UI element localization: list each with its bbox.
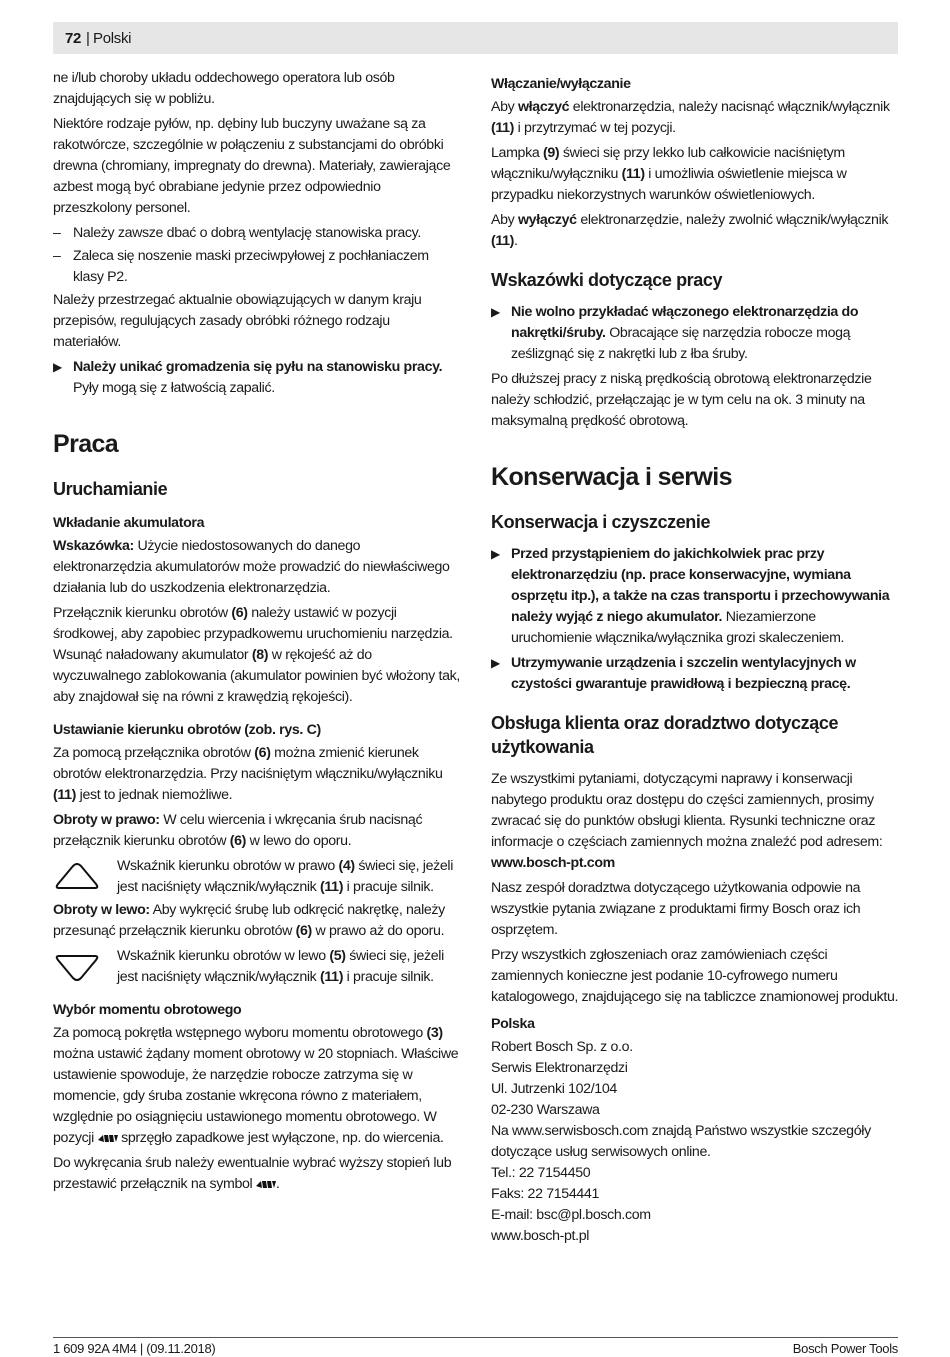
warning-bullet <box>491 302 899 365</box>
bold-text: Utrzymywanie urządzenia i szczelin wentylacyjnych w czystości gwarantuje prawidłową i bezpieczną pracę. <box>511 655 856 692</box>
text: Wkładanie akumulatora <box>53 515 205 531</box>
text: Wybór momentu obrotowego <box>53 1002 242 1018</box>
text: . <box>514 233 518 249</box>
text: Wskazówki dotyczące pracy <box>491 270 723 290</box>
text: ne i/lub choroby układu oddechowego operatora lub osób znajdujących się w pobliżu. <box>53 70 395 107</box>
text: Obracające się narzędzia robocze mogą ześlizgnąć się z nakrętki lub z łba śruby. <box>511 325 851 362</box>
arrow-bullet-icon: ▶ <box>491 547 500 561</box>
subsection-heading <box>491 268 899 292</box>
text: Należy zawsze dbać o dobrą wentylację stanowiska pracy. <box>73 225 421 241</box>
text: Aby <box>491 99 518 115</box>
paragraph <box>491 210 899 252</box>
subheading <box>53 513 461 534</box>
address-line <box>491 1163 899 1184</box>
text: Niezamierzone uruchomienie włącznika/wyłącznika grozi skaleczeniem. <box>511 609 845 646</box>
text: elektronarzędzia, należy nacisnąć włącznik/wyłącznik <box>569 99 890 115</box>
warning-bullet <box>491 544 899 649</box>
subheading <box>491 74 899 95</box>
text: Niektóre rodzaje pyłów, np. dębiny lub buczyny uważane są za rakotwórcze, szczególnie w połączeniu z substancjami do obróbki drewna (chromiany, impregnaty do drewna). Materiały, zawierające azbest mogą być obrabiane jedynie przez odpowiednio przeszkolony personel. <box>53 116 451 216</box>
bold-text: (11) <box>491 120 515 136</box>
arrow-bullet-icon: ▶ <box>491 305 500 319</box>
dash-list-item <box>53 223 461 244</box>
text: Na www.serwisbosch.com znajdą Państwo wszystkie szczegóły dotyczące usług serwisowych online. <box>491 1123 871 1160</box>
text: Za pomocą pokrętła wstępnego wyboru momentu obrotowego <box>53 1025 427 1041</box>
footer-doc-code: 1 609 92A 4M4 | (09.11.2018) <box>53 1341 216 1356</box>
text: można ustawić żądany moment obrotowy w 20 stopniach. Właściwe ustawienie spowoduje, że narzędzie robocze zatrzyma się w momencie, gdy śruba zostanie wkręcona równo z materiałem, względnie po osiągnięciu ustawionego momentu obrotowego. W pozycji <box>53 1046 459 1146</box>
text: 02-230 Warszawa <box>491 1102 600 1118</box>
bold-text: Obroty w prawo: <box>53 812 160 828</box>
text: Ul. Jutrzenki 102/104 <box>491 1081 617 1097</box>
paragraph <box>491 945 899 1008</box>
bold-text: (9) <box>542 145 560 161</box>
bold-text: (6) <box>229 833 247 849</box>
text: Faks: 22 7154441 <box>491 1186 599 1202</box>
arrow-bullet-icon: ▶ <box>491 656 500 670</box>
bold-text: Przed przystąpieniem do jakichkolwiek prac przy elektronarzędziu (np. prace konserwacyjne, wymiana osprzętu itp.), a także na czas transportu i przechowywania należy wyjąć z niego akumulator. <box>511 546 890 625</box>
drill-mode-icon <box>98 1134 118 1143</box>
header-language: Polski <box>93 30 132 47</box>
bold-text: (6) <box>231 605 248 621</box>
text: Tel.: 22 7154450 <box>491 1165 591 1181</box>
bold-text: Nie wolno przykładać włączonego elektronarzędzia do nakrętki/śruby. <box>511 304 859 341</box>
address-line <box>491 1079 899 1100</box>
bold-text: (6) <box>254 745 271 761</box>
bold-text: (11) <box>53 787 77 803</box>
text: Aby wykręcić śrubę lub odkręcić nakrętkę, należy przesunąć przełącznik kierunku obrotów <box>53 902 445 939</box>
right-column <box>491 68 899 1247</box>
indicator-note <box>53 946 461 988</box>
bold-text: (3) <box>426 1025 443 1041</box>
text: Przy wszystkich zgłoszeniach oraz zamówieniach części zamiennych konieczne jest podanie 10-cyfrowego numeru katalogowego, znajdującego się na tabliczce znamionowej produktu. <box>491 947 899 1005</box>
footer-divider <box>53 1337 898 1338</box>
text: Serwis Elektronarzędzi <box>491 1060 628 1076</box>
bold-text: wyłączyć <box>518 212 577 228</box>
bold-text: (11) <box>491 233 515 249</box>
rotation-left-indicator-icon <box>53 950 101 984</box>
text: w rękojeść aż do wyczuwalnego zablokowania (akumulator powinien być włożony tak, aby znajdował się na równi z krawędzią rękojeści). <box>53 647 460 705</box>
text: Praca <box>53 430 119 458</box>
paragraph <box>53 290 461 353</box>
paragraph <box>491 878 899 941</box>
paragraph <box>491 369 899 432</box>
section-heading <box>53 429 461 459</box>
address-line <box>491 1121 899 1163</box>
paragraph <box>53 603 461 708</box>
footer-brand: Bosch Power Tools <box>792 1341 898 1356</box>
text: Nasz zespół doradztwa dotyczącego użytkowania odpowie na wszystkie pytania związane z produktami firmy Bosch oraz ich osprzętem. <box>491 880 861 938</box>
text: . <box>275 1176 280 1192</box>
bold-text: (5) <box>329 948 346 964</box>
address-line <box>491 1037 899 1058</box>
text: Obsługa klienta oraz doradztwo dotyczące użytkowania <box>491 713 839 757</box>
bold-text: (6) <box>295 923 312 939</box>
address-line <box>491 1205 899 1226</box>
address-line <box>491 1184 899 1205</box>
paragraph <box>491 143 899 206</box>
arrow-bullet-icon: ▶ <box>53 360 62 374</box>
text: i umożliwia oświetlenie miejsca w przypadku niekorzystnych warunków oświetleniowych. <box>491 166 847 203</box>
subsection-heading <box>53 477 461 501</box>
text: świeci się, jeżeli jest naciśnięty włącznik/wyłącznik <box>117 858 454 895</box>
address-line <box>491 1226 899 1247</box>
bold-text: (11) <box>621 166 645 182</box>
rotation-right-indicator-icon <box>53 860 101 894</box>
address-line <box>491 1100 899 1121</box>
text: Włączanie/wyłączanie <box>491 76 631 92</box>
subsection-heading <box>491 711 899 759</box>
bold-text: (11) <box>320 969 344 985</box>
text: Pyły mogą się z łatwością zapalić. <box>73 380 275 396</box>
text: Użycie niedostosowanych do danego elektronarzędzia akumulatorów może prowadzić do niewłaściwego działania lub do uszkodzenia elektronarzędzia. <box>53 538 450 596</box>
text: www.bosch-pt.pl <box>491 1228 590 1244</box>
bold-text: (4) <box>338 858 355 874</box>
text: świeci się, jeżeli jest naciśnięty włącznik/wyłącznik <box>117 948 444 985</box>
header-separator: | <box>86 30 90 47</box>
text: elektronarzędzie, należy zwolnić włącznik/wyłącznik <box>576 212 889 228</box>
text: należy ustawić w pozycji środkowej, aby zapobiec przypadkowemu uruchomieniu narzędzia. Wsunąć naładowany akumulator <box>53 605 453 663</box>
text: Wskaźnik kierunku obrotów w prawo <box>117 858 339 874</box>
text: Za pomocą przełącznika obrotów <box>53 745 255 761</box>
warning-bullet <box>491 653 899 695</box>
page-number: 72 <box>65 30 82 47</box>
paragraph <box>53 810 461 852</box>
left-column <box>53 68 461 1199</box>
text: Należy przestrzegać aktualnie obowiązujących w danym kraju przepisów, regulujących zasady obróbki różnego rodzaju materiałów. <box>53 292 422 350</box>
text: Lampka <box>491 145 543 161</box>
subheading <box>53 720 461 741</box>
text: i pracuje silnik. <box>343 879 434 895</box>
subsection-heading <box>491 510 899 534</box>
paragraph <box>53 1023 461 1149</box>
text: Konserwacja i czyszczenie <box>491 512 711 532</box>
paragraph <box>491 97 899 139</box>
dash-list-item <box>53 246 461 288</box>
paragraph <box>53 114 461 219</box>
paragraph <box>53 743 461 806</box>
bold-text: włączyć <box>518 99 570 115</box>
text: Konserwacja i serwis <box>491 463 732 491</box>
text: i pracuje silnik. <box>343 969 434 985</box>
indicator-note <box>53 856 461 898</box>
text: Aby <box>491 212 518 228</box>
text: Przełącznik kierunku obrotów <box>53 605 232 621</box>
text: świeci się przy lekko lub całkowicie naciśniętym włączniku/wyłączniku <box>491 145 845 182</box>
text: Ze wszystkimi pytaniami, dotyczącymi naprawy i konserwacji nabytego produktu oraz dostępu do części zamiennych, prosimy zwracać się do punktów obsługi klienta. Rysunki techniczne oraz informacje o częściach zamiennych można znaleźć pod adresem: <box>491 771 883 850</box>
drill-mode-icon <box>256 1180 276 1189</box>
subheading <box>53 1000 461 1021</box>
text: w lewo do oporu. <box>246 833 352 849</box>
text: sprzęgło zapadkowe jest wyłączone, np. do wiercenia. <box>117 1130 444 1146</box>
warning-bullet <box>53 357 461 399</box>
address-line <box>491 1058 899 1079</box>
section-heading <box>491 462 899 492</box>
text: Uruchamianie <box>53 479 168 499</box>
text: jest to jednak niemożliwe. <box>76 787 233 803</box>
bold-text: Wskazówka: <box>53 538 134 554</box>
text: można zmienić kierunek obrotów elektronarzędzia. Przy naciśniętym włączniku/wyłączniku <box>53 745 443 782</box>
text: Ustawianie kierunku obrotów (zob. rys. C) <box>53 722 321 738</box>
paragraph <box>491 769 899 874</box>
text: Po dłuższej pracy z niską prędkością obrotową elektronarzędzie należy schłodzić, przełączając je w tym celu na ok. 3 minuty na maksymalną prędkość obrotową. <box>491 371 872 429</box>
paragraph <box>53 536 461 599</box>
subheading <box>491 1014 899 1035</box>
paragraph <box>53 1153 461 1195</box>
bold-text: (11) <box>320 879 344 895</box>
bold-text: Obroty w lewo: <box>53 902 150 918</box>
bold-text: Należy unikać gromadzenia się pyłu na stanowisku pracy. <box>73 359 443 375</box>
text: Do wykręcania śrub należy ewentualnie wybrać wyższy stopień lub przestawić przełącznik na symbol <box>53 1155 452 1192</box>
text: Polska <box>491 1016 535 1032</box>
text: E-mail: bsc@pl.bosch.com <box>491 1207 651 1223</box>
text: Wskaźnik kierunku obrotów w lewo <box>117 948 330 964</box>
text: Zaleca się noszenie maski przeciwpyłowej z pochłaniaczem klasy P2. <box>73 248 429 285</box>
text: i przytrzymać w tej pozycji. <box>514 120 676 136</box>
text: Robert Bosch Sp. z o.o. <box>491 1039 633 1055</box>
text: w prawo aż do oporu. <box>311 923 445 939</box>
page-header <box>53 22 898 54</box>
paragraph <box>53 68 461 110</box>
bold-text: www.bosch-pt.com <box>491 855 615 871</box>
bold-text: (8) <box>251 647 269 663</box>
text: W celu wiercenia i wkręcania śrub nacisnąć przełącznik kierunku obrotów <box>53 812 423 849</box>
paragraph <box>53 900 461 942</box>
